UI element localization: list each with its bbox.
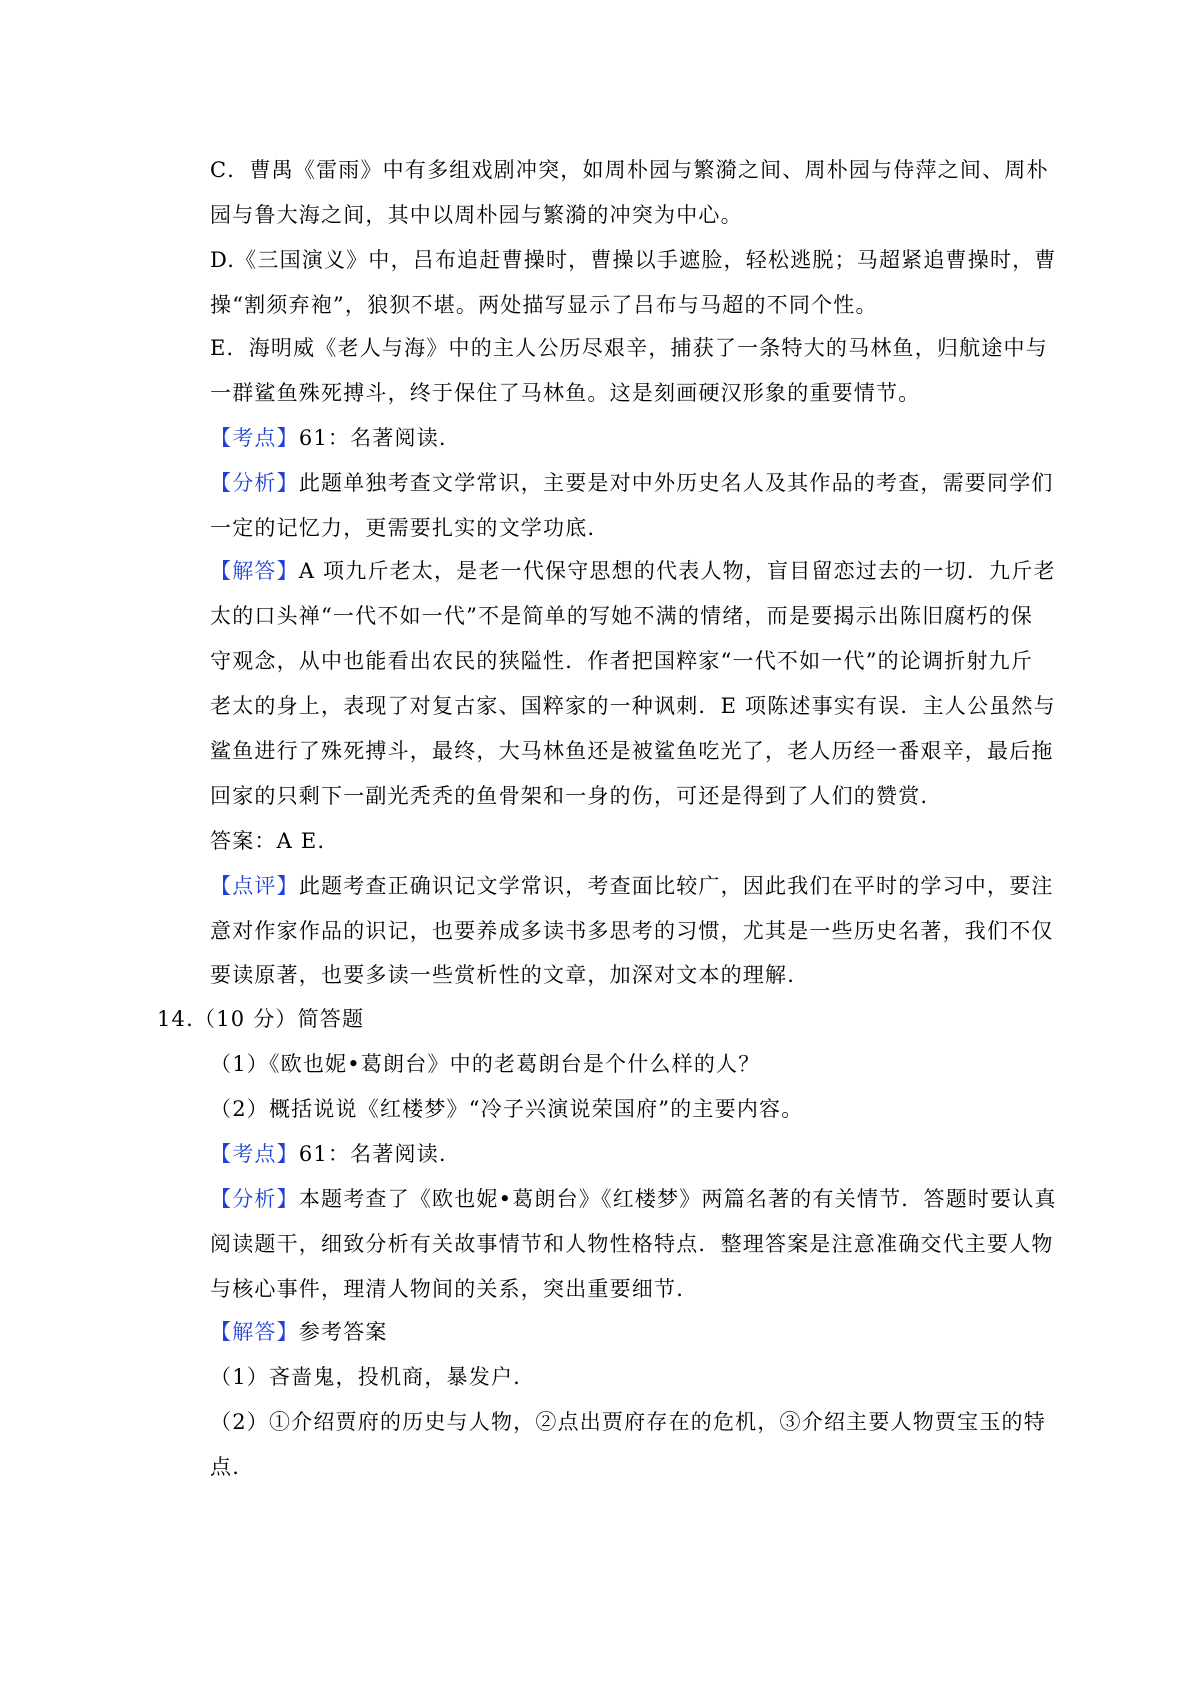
q14-answer-1: （1）吝啬鬼，投机商，暴发户. bbox=[210, 1365, 522, 1389]
q14-kaodian-tag: 【考点】 bbox=[210, 1142, 299, 1166]
q14-answer-2-line-2: 点. bbox=[210, 1455, 241, 1479]
q13-kaodian-tag: 【考点】 bbox=[210, 426, 299, 450]
q14-answer-2-line-1: （2）①介绍贾府的历史与人物，②点出贾府存在的危机，③介绍主要人物贾宝玉的特 bbox=[210, 1410, 1046, 1434]
option-d-line-1: D.《三国演义》中，吕布追赶曹操时，曹操以手遮脸，轻松逃脱；马超紧追曹操时，曹 bbox=[210, 248, 1057, 272]
q13-dianping-line-1 bbox=[210, 871, 1054, 901]
q14-fenxi-line-1 bbox=[210, 1184, 1057, 1214]
q13-dianping-line-2: 意对作家作品的识记，也要养成多读书多思考的习惯，尤其是一些历史名著，我们不仅 bbox=[210, 919, 1054, 943]
q14-fenxi-line-3: 与核心事件，理清人物间的关系，突出重要细节. bbox=[210, 1277, 685, 1301]
q14-fenxi-text-1: 本题考查了《欧也妮•葛朗台》《红楼梦》两篇名著的有关情节．答题时要认真 bbox=[298, 1187, 1057, 1211]
option-d-line-2: 操“割须弃袍”，狼狈不堪。两处描写显示了吕布与马超的不同个性。 bbox=[210, 293, 878, 317]
q14-sub-question-2: （2）概括说说《红楼梦》“冷子兴演说荣国府”的主要内容。 bbox=[210, 1097, 804, 1121]
q13-fenxi-text-1: 此题单独考查文学常识，主要是对中外历史名人及其作品的考查，需要同学们 bbox=[298, 471, 1054, 495]
q13-dianping-line-3: 要读原著，也要多读一些赏析性的文章，加深对文本的理解. bbox=[210, 963, 796, 987]
q13-kaodian-text: 61：名著阅读. bbox=[298, 426, 447, 450]
q13-jieda-line-3: 守观念，从中也能看出农民的狭隘性．作者把国粹家“一代不如一代”的论调折射九斤 bbox=[210, 649, 1034, 673]
q13-dianping-text-1: 此题考查正确识记文学常识，考查面比较广，因此我们在平时的学习中，要注 bbox=[298, 874, 1054, 898]
q13-kaodian bbox=[210, 423, 1030, 453]
q14-heading: 14.（10 分）简答题 bbox=[157, 1007, 365, 1031]
q14-kaodian-text: 61：名著阅读. bbox=[298, 1142, 447, 1166]
q13-jieda-tag: 【解答】 bbox=[210, 559, 299, 583]
q14-kaodian bbox=[210, 1139, 1030, 1169]
q13-fenxi-tag: 【分析】 bbox=[210, 471, 299, 495]
q13-jieda-line-1 bbox=[210, 556, 1056, 586]
option-e-line-2: 一群鲨鱼殊死搏斗，终于保住了马林鱼。这是刻画硬汉形象的重要情节。 bbox=[210, 381, 921, 405]
q14-jieda bbox=[210, 1317, 1030, 1347]
q14-jieda-tag: 【解答】 bbox=[210, 1320, 299, 1344]
q14-fenxi-line-2: 阅读题干，细致分析有关故事情节和人物性格特点．整理答案是注意准确交代主要人物 bbox=[210, 1232, 1054, 1256]
q13-jieda-line-4: 老太的身上，表现了对复古家、国粹家的一种讽刺．E 项陈述事实有误．主人公虽然与 bbox=[210, 694, 1056, 718]
q13-dianping-tag: 【点评】 bbox=[210, 874, 299, 898]
q13-answer: 答案：A E. bbox=[210, 829, 326, 853]
q14-sub-question-1: （1）《欧也妮•葛朗台》中的老葛朗台是个什么样的人？ bbox=[210, 1052, 761, 1076]
q13-fenxi-line-1 bbox=[210, 468, 1054, 498]
q13-jieda-line-5: 鲨鱼进行了殊死搏斗，最终，大马林鱼还是被鲨鱼吃光了，老人历经一番艰辛，最后拖 bbox=[210, 739, 1054, 763]
q14-jieda-text: 参考答案 bbox=[298, 1320, 388, 1344]
q13-jieda-line-2: 太的口头禅“一代不如一代”不是简单的写她不满的情绪，而是要揭示出陈旧腐朽的保 bbox=[210, 604, 1034, 628]
option-c-line-1: C．曹禺《雷雨》中有多组戏剧冲突，如周朴园与繁漪之间、周朴园与侍萍之间、周朴 bbox=[210, 158, 1049, 182]
q13-jieda-text-1: A 项九斤老太，是老一代保守思想的代表人物，盲目留恋过去的一切．九斤老 bbox=[298, 559, 1056, 583]
q13-fenxi-line-2: 一定的记忆力，更需要扎实的文学功底. bbox=[210, 516, 596, 540]
option-c-line-2: 园与鲁大海之间，其中以周朴园与繁漪的冲突为中心。 bbox=[210, 203, 743, 227]
q14-fenxi-tag: 【分析】 bbox=[210, 1187, 299, 1211]
option-e-line-1: E．海明威《老人与海》中的主人公历尽艰辛，捕获了一条特大的马林鱼，归航途中与 bbox=[210, 336, 1048, 360]
q13-jieda-line-6: 回家的只剩下一副光秃秃的鱼骨架和一身的伤，可还是得到了人们的赞赏. bbox=[210, 784, 929, 808]
